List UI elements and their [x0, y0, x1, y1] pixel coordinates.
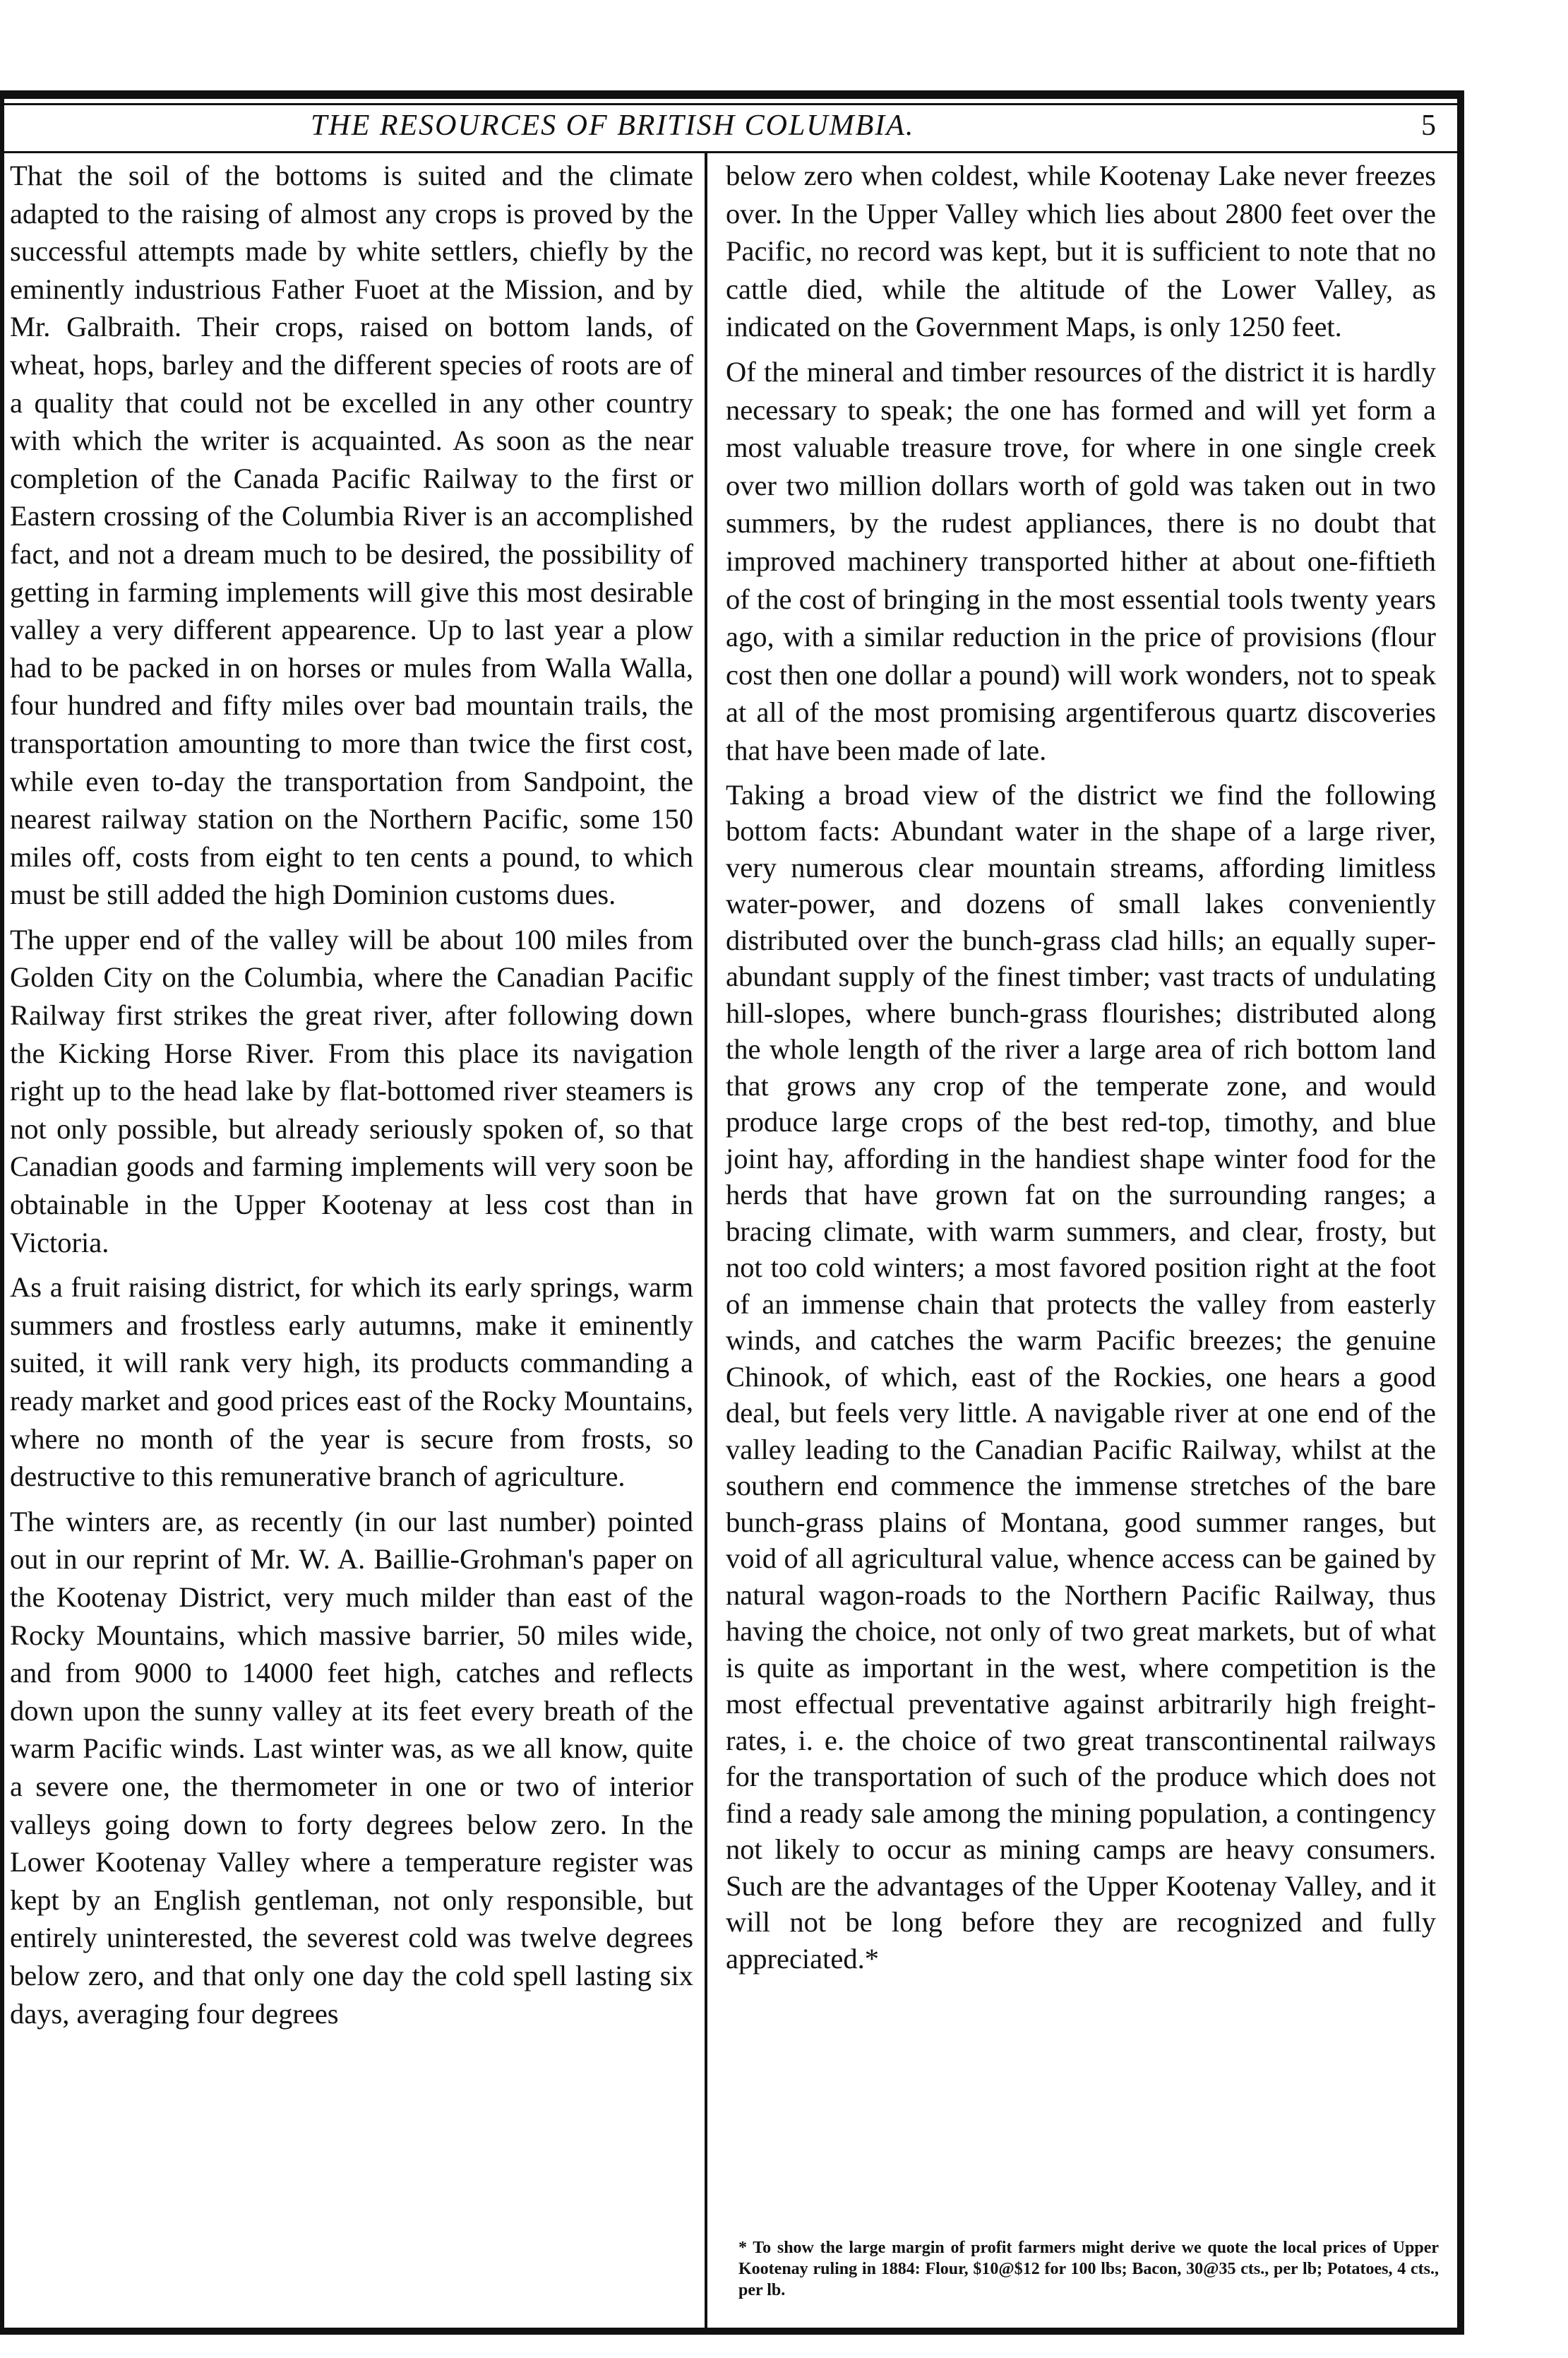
left-border	[0, 90, 4, 2335]
header-rule	[0, 151, 1461, 153]
paragraph: below zero when coldest, while Kootenay Lake never freezes over. In the Upper Valley which lies about 2800 feet over the Pacific, no record was kept, but it is sufficient to note that no cattle died, while the altitude of the Lower Valley, as indicated on the Government Maps, is only 1250 feet.	[726, 160, 1436, 343]
running-head	[0, 106, 1457, 151]
paragraph: The upper end of the valley will be about 100 miles from Golden City on the Columbia, where the Canadian Pacific Railway first strikes the great river, after following down the Kicking Horse River. From this place its navigation right up to the head lake by flat-bottomed river steamers is not only possible, but already seriously spoken of, so that Canadian goods and farming implements will very soon be obtainable in the Upper Kootenay at less cost than in Victoria.	[10, 923, 693, 1258]
paragraph: That the soil of the bottoms is suited and the climate adapted to the raising of almost any crops is proved by the successful attempts made by white settlers, chiefly by the eminently industrious Father Fuoet at the Mission, and by Mr. Galbraith. Their crops, raised on bottom lands, of wheat, hops, barley and the different species of roots are of a quality that could not be excelled in any other country with which the writer is acquainted. As soon as the near completion of the Canada Pacific Railway to the first or Eastern crossing of the Columbia River is an accomplished fact, and not a dream much to be desired, the possibility of getting in farming implements will give this most desirable valley a very different appearence. Up to last year a plow had to be packed in on horses or mules from Walla Walla, four hundred and fifty miles over bad mountain trails, the transportation amounting to more than twice the first cost, while even to-day the transportation from Sandpoint, the nearest railway station on the Northern Pacific, some 150 miles off, costs from eight to ten cents a pound, to which must be still added the high Dominion customs dues.	[10, 160, 693, 911]
running-title: THE RESOURCES OF BRITISH COLUMBIA.	[311, 109, 915, 142]
footnote: * To show the large margin of profit farmers might derive we quote the local prices of Upper Kootenay ruling in 1884: Flour, $10@$12 for 100 lbs; Bacon, 30@35 cts., per lb; Potatoes, 4 cts., per lb.	[738, 2239, 1439, 2299]
paragraph: Taking a broad view of the district we find the following bottom facts: Abundant water in the shape of a large river, very numerous clear mountain streams, affording limitless water-power, and dozens of small lakes conveniently distributed over the bunch-grass clad hills; an equally super-abundant supply of the finest timber; vast tracts of undulating hill-slopes, where bunch-grass flourishes; distributed along the whole length of the river a large area of rich bottom land that grows any crop of the temperate zone, and would produce large crops of the best red-top, timothy, and blue joint hay, affording in the handiest shape winter food for the herds that have grown fat on the surrounding ranges; a bracing climate, with warm summers, and clear, frosty, but not too cold winters; a most favored position right at the foot of an immense chain that protects the valley from easterly winds, and catches the warm Pacific breezes; the genuine Chinook, of which, east of the Rockies, one hears a good deal, but feels very little. A navigable river at one end of the valley leading to the Canadian Pacific Railway, whilst at the southern end commence the immense stretches of the bare bunch-grass plains of Montana, good summer ranges, but void of all agricultural value, whence access can be gained by natural wagon-roads to the Northern Pacific Railway, thus having the choice, not only of two great markets, but of what is quite as important in the west, where competition is the most effectual preventative against arbitrarily high freight-rates, i. e. the choice of two great transcontinental railways for the transportation of such of the produce which does not find a ready sale among the mining population, a contingency not likely to occur as mining camps are heavy consumers. Such are the advantages of the Upper Kootenay Valley, and it will not be long before they are recognized and fully appreciated.*	[726, 778, 1436, 1975]
paragraph: Of the mineral and timber resources of the district it is hardly necessary to speak; the one has formed and will yet form a most valuable treasure trove, for where in one single creek over two million dollars worth of gold was taken out in two summers, by the rudest appliances, there is no doubt that improved machinery transported hither at about one-fiftieth of the cost of bringing in the most essential tools twenty years ago, with a similar reduction in the price of provisions (flour cost then one dollar a pound) will work wonders, not to speak at all of the most promising argentiferous quartz discoveries that have been made of late.	[726, 355, 1436, 766]
paragraph: The winters are, as recently (in our last number) pointed out in our reprint of Mr. W. A. Baillie-Grohman's paper on the Kootenay District, very much milder than east of the Rocky Mountains, which massive barrier, 50 miles wide, and from 9000 to 14000 feet high, catches and reflects down upon the sunny valley at its feet every breath of the warm Pacific winds. Last winter was, as we all know, quite a severe one, the thermometer in one or two of interior valleys going down to forty degrees below zero. In the Lower Kootenay Valley where a temperature register was kept by an English gentleman, not only responsible, but entirely uninterested, the severest cold was twelve degrees below zero, and that only one day the cold spell lasting six days, averaging four degrees	[10, 1505, 693, 2030]
top-border-thick	[0, 90, 1461, 99]
left-column	[10, 157, 693, 2040]
paragraph: As a fruit raising district, for which its early springs, warm summers and frostless early autumns, make it eminently suited, it will rank very high, its products commanding a ready market and good prices east of the Rocky Mountains, where no month of the year is secure from frosts, so destructive to this remunerative branch of agriculture.	[10, 1271, 693, 1493]
top-border-thin	[0, 103, 1461, 105]
bottom-border	[0, 2328, 1464, 2335]
right-border	[1457, 90, 1464, 2335]
page-number: 5	[1421, 109, 1436, 142]
right-column	[726, 157, 1436, 1984]
column-divider	[705, 151, 707, 2328]
